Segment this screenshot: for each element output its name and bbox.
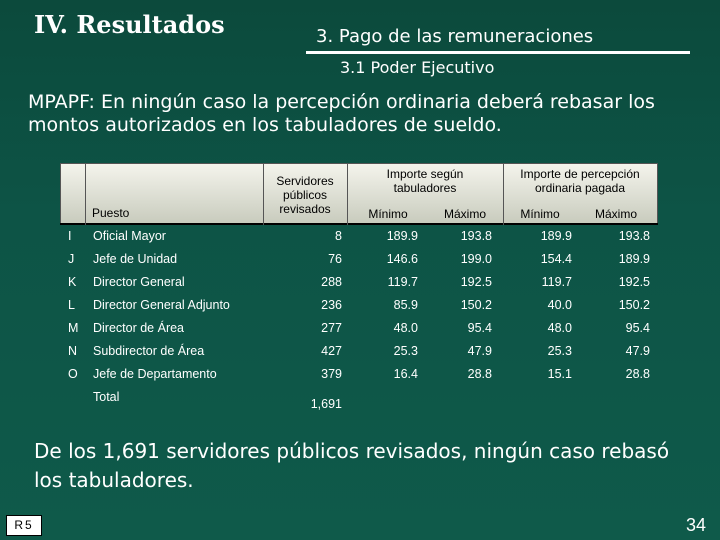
- row-servidores: 277: [321, 321, 342, 335]
- total-label: Total: [93, 390, 120, 404]
- row-pag-max: 95.4: [625, 321, 650, 335]
- row-pag-min: 40.0: [547, 298, 572, 312]
- section-subtitle: 3. Pago de las remuneraciones: [316, 26, 594, 47]
- header-pag-max: Máximo: [594, 207, 637, 221]
- row-tab-max: 47.9: [467, 344, 492, 358]
- row-pag-max: 193.8: [618, 229, 650, 243]
- table-row: [60, 249, 658, 272]
- row-pag-min: 189.9: [540, 229, 572, 243]
- row-puesto: Director General: [93, 275, 185, 289]
- row-pag-min: 15.1: [547, 367, 572, 381]
- total-value: 1,691: [310, 397, 342, 411]
- row-code: J: [68, 252, 75, 266]
- row-pag-min: 25.3: [547, 344, 572, 358]
- row-code: M: [68, 321, 79, 335]
- table-row: [60, 226, 658, 249]
- row-puesto: Jefe de Unidad: [93, 252, 178, 266]
- header-importe-pagada: Importe de percepción ordinaria pagada: [520, 167, 640, 195]
- table-row: [60, 341, 658, 364]
- table-row: [60, 295, 658, 318]
- row-servidores: 379: [321, 367, 342, 381]
- row-tab-min: 16.4: [393, 367, 418, 381]
- table-total-row: [60, 387, 658, 410]
- row-tab-max: 199.0: [460, 252, 492, 266]
- row-pag-max: 192.5: [618, 275, 650, 289]
- row-tab-min: 85.9: [393, 298, 418, 312]
- intro-text: MPAPF: En ningún caso la percepción ordinaria deberá rebasar los montos autorizados en los tabuladores de sueldo.: [28, 91, 655, 136]
- page-number: 34: [685, 515, 706, 535]
- row-code: K: [68, 275, 77, 289]
- header-tab-min: Mínimo: [368, 207, 408, 221]
- table-row: [60, 318, 658, 341]
- row-tab-max: 95.4: [467, 321, 492, 335]
- row-pag-min: 48.0: [547, 321, 572, 335]
- row-tab-min: 189.9: [386, 229, 418, 243]
- row-puesto: Oficial Mayor: [93, 229, 166, 243]
- slide-title: IV. Resultados: [34, 10, 225, 39]
- row-puesto: Subdirector de Área: [93, 344, 205, 358]
- header-importe-tabuladores: Importe según tabuladores: [386, 167, 464, 195]
- row-tab-max: 28.8: [467, 367, 492, 381]
- row-puesto: Jefe de Departamento: [93, 367, 217, 381]
- row-tab-min: 119.7: [387, 275, 418, 289]
- row-pag-min: 154.4: [540, 252, 572, 266]
- row-servidores: 236: [321, 298, 342, 312]
- row-pag-max: 189.9: [618, 252, 650, 266]
- header-divider: [60, 223, 658, 225]
- header-separator: [347, 163, 348, 225]
- row-tab-min: 25.3: [393, 344, 418, 358]
- row-puesto: Director de Área: [93, 321, 185, 335]
- row-tab-max: 192.5: [460, 275, 492, 289]
- row-tab-min: 146.6: [386, 252, 418, 266]
- header-pag-min: Mínimo: [520, 207, 560, 221]
- row-tab-min: 48.0: [393, 321, 418, 335]
- row-code: O: [68, 367, 78, 381]
- row-servidores: 8: [335, 229, 342, 243]
- header-servidores: Servidores públicos revisados: [276, 174, 334, 216]
- row-tab-max: 193.8: [460, 229, 492, 243]
- header-tab-max: Máximo: [443, 207, 486, 221]
- row-pag-max: 47.9: [625, 344, 650, 358]
- subsection-subtitle: 3.1 Poder Ejecutivo: [340, 58, 495, 77]
- header-separator: [85, 163, 86, 225]
- table-row: [60, 272, 658, 295]
- divider-line: [306, 51, 690, 54]
- row-servidores: 76: [328, 252, 342, 266]
- table-row: [60, 364, 658, 387]
- row-code: L: [68, 298, 75, 312]
- header-separator: [263, 163, 264, 225]
- row-tab-max: 150.2: [460, 298, 492, 312]
- row-code: N: [68, 344, 78, 358]
- slide-tag: R5: [6, 515, 42, 536]
- row-pag-max: 150.2: [618, 298, 650, 312]
- row-puesto: Director General Adjunto: [93, 298, 230, 312]
- conclusion-text: De los 1,691 servidores públicos revisados, ningún caso rebasó los tabuladores.: [34, 439, 670, 492]
- row-pag-min: 119.7: [541, 275, 572, 289]
- row-pag-max: 28.8: [625, 367, 650, 381]
- header-puesto: Puesto: [92, 206, 130, 220]
- row-code: I: [68, 229, 72, 243]
- row-servidores: 427: [321, 344, 342, 358]
- row-servidores: 288: [321, 275, 342, 289]
- header-separator: [503, 163, 504, 225]
